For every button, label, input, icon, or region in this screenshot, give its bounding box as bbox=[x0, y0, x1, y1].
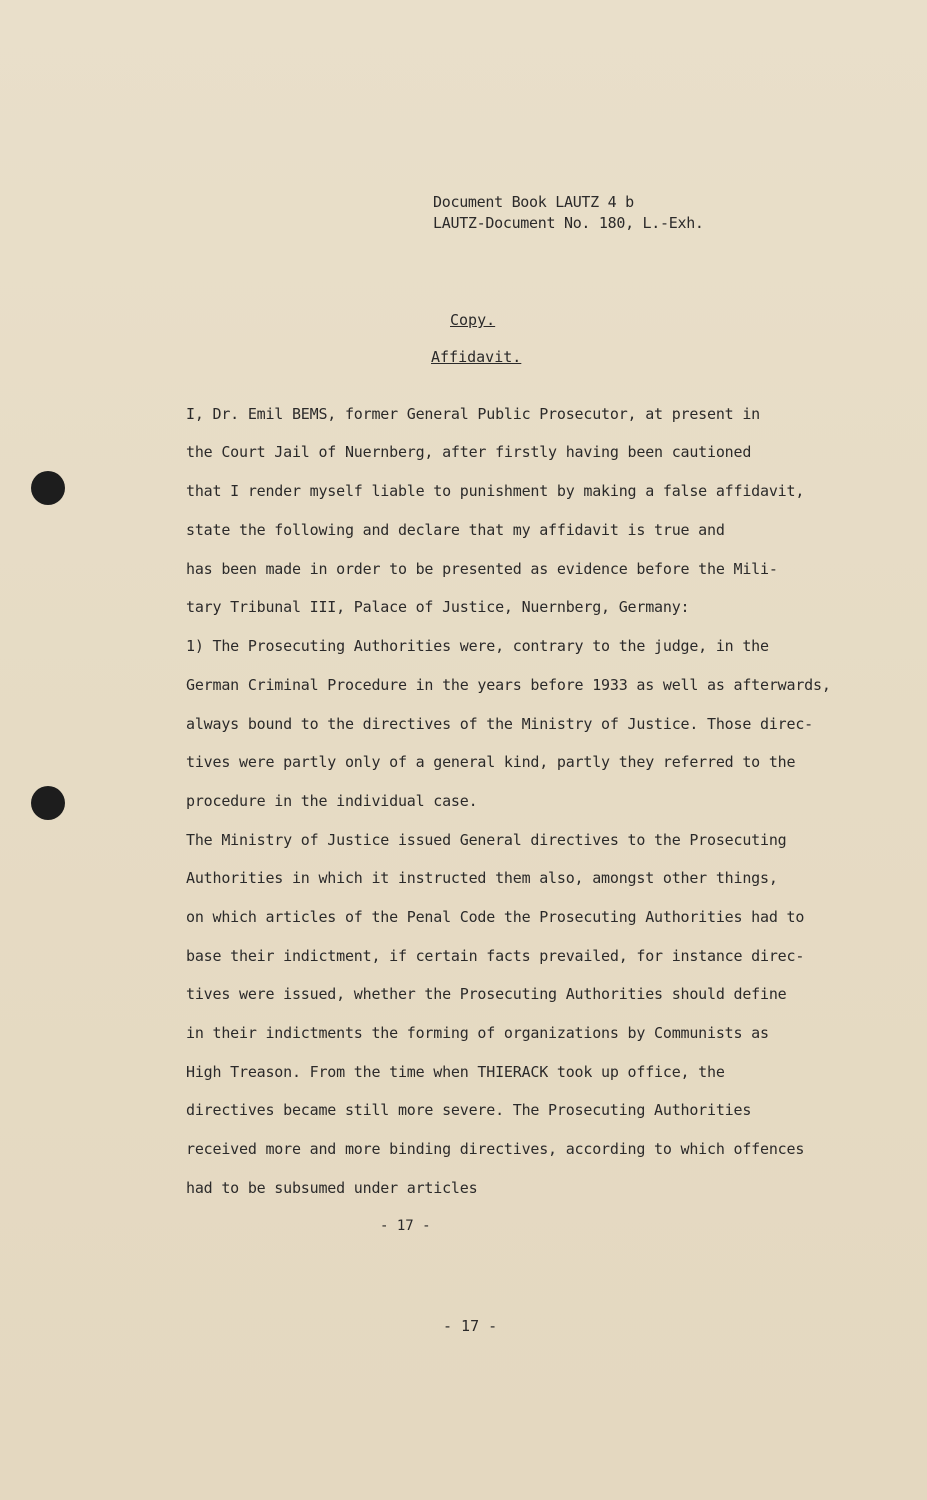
body-line: I, Dr. Emil BEMS, former General Public Prosecutor, at present in bbox=[186, 405, 760, 423]
punch-hole-bottom bbox=[31, 786, 65, 820]
punch-hole-top bbox=[31, 471, 65, 505]
body-line: tives were issued, whether the Prosecuting Authorities should define bbox=[186, 985, 787, 1003]
body-line: procedure in the individual case. bbox=[186, 792, 478, 810]
body-line: The Ministry of Justice issued General directives to the Prosecuting bbox=[186, 831, 787, 849]
affidavit-title: Affidavit. bbox=[431, 348, 522, 366]
document-header bbox=[433, 192, 704, 234]
body-line: tary Tribunal III, Palace of Justice, Nuernberg, Germany: bbox=[186, 598, 690, 616]
body-line: 1) The Prosecuting Authorities were, contrary to the judge, in the bbox=[186, 637, 769, 655]
body-line: German Criminal Procedure in the years before 1933 as well as afterwards, bbox=[186, 676, 831, 694]
body-line: on which articles of the Penal Code the Prosecuting Authorities had to bbox=[186, 908, 805, 926]
body-line: that I render myself liable to punishment by making a false affidavit, bbox=[186, 482, 805, 500]
body-line: always bound to the directives of the Ministry of Justice. Those direc- bbox=[186, 715, 813, 733]
body-line: the Court Jail of Nuernberg, after firstly having been cautioned bbox=[186, 443, 752, 461]
body-line: Authorities in which it instructed them also, amongst other things, bbox=[186, 869, 778, 887]
copy-label: Copy. bbox=[450, 311, 496, 329]
body-line: has been made in order to be presented as evidence before the Mili- bbox=[186, 560, 778, 578]
body-line: had to be subsumed under articles bbox=[186, 1179, 478, 1197]
footer-bleed-through-text: - 17 - bbox=[380, 1218, 431, 1234]
body-line: base their indictment, if certain facts prevailed, for instance direc- bbox=[186, 947, 805, 965]
body-line: directives became still more severe. The Prosecuting Authorities bbox=[186, 1101, 752, 1119]
body-line: High Treason. From the time when THIERACK took up office, the bbox=[186, 1063, 725, 1081]
body-line: received more and more binding directives, according to which offences bbox=[186, 1140, 805, 1158]
body-line: state the following and declare that my affidavit is true and bbox=[186, 521, 725, 539]
header-line-2: LAUTZ-Document No. 180, L.-Exh. bbox=[433, 214, 704, 232]
body-line: tives were partly only of a general kind, partly they referred to the bbox=[186, 753, 796, 771]
body-line: in their indictments the forming of organizations by Communists as bbox=[186, 1024, 769, 1042]
page-number: - 17 - bbox=[443, 1317, 498, 1335]
header-line-1: Document Book LAUTZ 4 b bbox=[433, 193, 634, 211]
